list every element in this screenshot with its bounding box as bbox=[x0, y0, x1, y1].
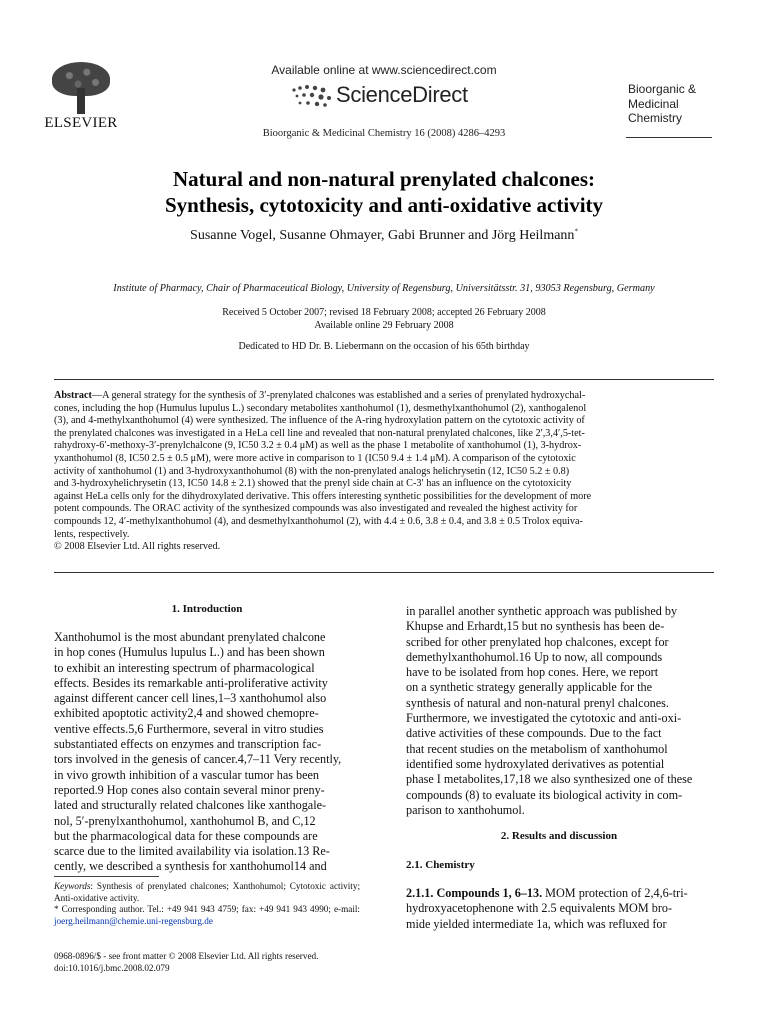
abstract-line: against HeLa cells only for the dihydroxylated derivative. This offers interesting synthetic possibilities for the development of more bbox=[54, 490, 592, 502]
sciencedirect-wordmark: ScienceDirect bbox=[336, 82, 468, 107]
corresponding-author: * Corresponding author. Tel.: +49 941 943 4759; fax: +49 941 943 4990; e-mail: joerg.heilmann@chemie.uni-regensburg.de bbox=[54, 904, 360, 926]
footnote-rule bbox=[54, 876, 159, 877]
authors bbox=[0, 228, 768, 244]
body-line: compounds (8) to evaluate its biological activity in com- bbox=[406, 787, 683, 802]
abstract-line: yxanthohumol (8, IC50 2.5 ± 0.5 μM), were more active in comparison to 1 (IC50 9.4 ± 1.4 μM). A comparison of the cytotoxic bbox=[54, 452, 576, 464]
body-line: effects. Besides its remarkable anti-proliferative activity bbox=[54, 675, 328, 690]
body-line: exhibited apoptotic activity2,4 and showed chemopre- bbox=[54, 706, 319, 721]
journal-divider bbox=[626, 137, 712, 138]
abstract-line: (3), and 4-methylxanthohumol (4) were synthesized. The influence of the A-ring hydroxylation pattern on the cytotoxic activity of bbox=[54, 415, 585, 427]
sciencedirect-dots-icon bbox=[290, 84, 332, 108]
abstract-label: Abstract bbox=[54, 390, 92, 401]
body-line: mide yielded intermediate 1a, which was refluxed for bbox=[406, 916, 667, 931]
keywords-label: Keywords bbox=[54, 881, 91, 891]
abstract-line: potent compounds. The ORAC activity of the synthesized compounds was also investigated and revealed the highest activity for bbox=[54, 503, 578, 515]
body-line: scribed for other prenylated hop chalcones, except for bbox=[406, 634, 669, 649]
article-title bbox=[0, 166, 768, 218]
abstract-line: cones, including the hop (Humulus lupulus L.) secondary metabolites xanthohumol (1), desmethylxanthohumol (2), xanthogalenol bbox=[54, 402, 587, 414]
journal-name-line: Medicinal bbox=[628, 96, 679, 111]
body-line: but the pharmacological data for these compounds are bbox=[54, 828, 318, 843]
sciencedirect-logo bbox=[290, 82, 480, 112]
body-line: parison to xanthohumol. bbox=[406, 802, 525, 817]
body-line: against different cancer cell lines,1–3 xanthohumol also bbox=[54, 691, 327, 706]
body-line: nol, 5′-prenylxanthohumol, xanthohumol B, and C,12 bbox=[54, 813, 316, 828]
body-line: have to be isolated from hop cones. Here, we report bbox=[406, 665, 659, 680]
journal-citation: Bioorganic & Medicinal Chemistry 16 (2008) 4286–4293 bbox=[262, 128, 506, 139]
author-list: Susanne Vogel, Susanne Ohmayer, Gabi Brunner and Jörg Heilmann bbox=[190, 228, 575, 243]
body-line: scarce due to the limited availability via isolation.13 Re- bbox=[54, 844, 330, 859]
body-line: Xanthohumol is the most abundant prenylated chalcone bbox=[54, 630, 326, 644]
issn-doi bbox=[54, 951, 394, 974]
keywords: Keywords: Synthesis of prenylated chalcones; Xanthohumol; Cytotoxic activity; Anti-oxidative activity. bbox=[54, 881, 360, 903]
issn-line: 0968-0896/$ - see front matter © 2008 Elsevier Ltd. All rights reserved. bbox=[54, 951, 319, 961]
body-line: that recent studies on the metabolism of xanthohumol bbox=[406, 741, 668, 756]
available-date: Available online 29 February 2008 bbox=[314, 320, 454, 331]
section-heading-introduction: 1. Introduction bbox=[171, 603, 243, 615]
body-line: in parallel another synthetic approach was published by bbox=[406, 604, 678, 618]
body-line: cently, we described a synthesis for xanthohumol14 and bbox=[54, 859, 327, 874]
compounds-paragraph bbox=[406, 886, 712, 932]
corresponding-mark: * bbox=[574, 227, 578, 236]
title-line: Synthesis, cytotoxicity and anti-oxidative activity bbox=[164, 193, 604, 217]
title-line: Natural and non-natural prenylated chalcones: bbox=[173, 167, 595, 191]
paragraph-label: 2.1.1. Compounds 1, 6–13. bbox=[406, 886, 543, 900]
body-line: reported.9 Hop cones also contain several minor preny- bbox=[54, 782, 325, 797]
dedication: Dedicated to HD Dr. B. Liebermann on the occasion of his 65th birthday bbox=[238, 341, 530, 352]
body-line: tors involved in the genesis of cancer.4,7–11 Very recently, bbox=[54, 752, 342, 767]
abstract-line: and 3-hydroxyhelichrysetin (13, IC50 14.8 ± 2.1) showed that the prenyl side chain at C-3′ has an influence on the cytotoxicity bbox=[54, 478, 572, 490]
footnotes bbox=[54, 881, 360, 927]
journal-name-line: Bioorganic & bbox=[628, 82, 697, 96]
journal-name-line: Chemistry bbox=[628, 111, 683, 125]
article-dates bbox=[0, 306, 768, 332]
abstract-top-rule bbox=[54, 379, 714, 380]
email-link[interactable]: joerg.heilmann@chemie.uni-regensburg.de bbox=[54, 915, 213, 926]
received-dates: Received 5 October 2007; revised 18 February 2008; accepted 26 February 2008 bbox=[222, 307, 546, 318]
abstract-copyright: © 2008 Elsevier Ltd. All rights reserved. bbox=[54, 541, 221, 553]
body-line: substantiated effects on enzymes and transcription fac- bbox=[54, 737, 322, 752]
available-online-text: Available online at www.sciencedirect.com bbox=[271, 63, 497, 77]
publisher-name: ELSEVIER bbox=[44, 115, 118, 131]
body-line: in vivo growth inhibition of a vascular tumor has been bbox=[54, 767, 320, 782]
abstract-line: rahydroxy-6′-methoxy-3′-prenylchalcone (9, IC50 3.2 ± 0.4 μM) as well as the phase 1 metabolite of xanthohumol (1), 3-hydrox- bbox=[54, 440, 582, 452]
affiliation: Institute of Pharmacy, Chair of Pharmaceutical Biology, University of Regensburg, Universitätsstr. 31, 93053 Regensburg, Germany bbox=[113, 283, 655, 294]
introduction-continued bbox=[406, 604, 712, 818]
abstract-line: compounds 12, 4′-methylxanthohumol (4), and desmethylxanthohumol (2), with 4.4 ± 0.6, 3.8 ± 0.4, and 3.8 ± 0.5 Trolox equiva- bbox=[54, 515, 583, 527]
body-line: to exhibit an interesting spectrum of pharmacological bbox=[54, 660, 315, 675]
body-line: Furthermore, we investigated the cytotoxic and anti-oxi- bbox=[406, 711, 682, 726]
body-line: dative activities of these compounds. Due to the fact bbox=[406, 726, 662, 741]
body-line: synthesis of natural and non-natural prenyl chalcones. bbox=[406, 695, 669, 710]
body-line: demethylxanthohumol.16 Up to now, all compounds bbox=[406, 649, 663, 664]
abstract-line: lents, respectively. bbox=[54, 528, 130, 540]
body-line: hydroxyacetophenone with 2.5 equivalents MOM bro- bbox=[406, 901, 673, 916]
body-line: in hop cones (Humulus lupulus L.) and has been shown bbox=[54, 645, 325, 660]
abstract bbox=[54, 390, 714, 554]
subsection-heading-chemistry: 2.1. Chemistry bbox=[406, 859, 475, 871]
abstract-line: the prenylated chalcones was investigated in a HeLa cell line and revealed that non-natural prenylated chalcones, like 2′,3,4′,5-tet- bbox=[54, 427, 585, 439]
abstract-bottom-rule bbox=[54, 572, 714, 573]
section-heading-results: 2. Results and discussion bbox=[500, 830, 618, 842]
body-line: on a synthetic strategy generally applicable for the bbox=[406, 680, 653, 695]
abstract-line: Abstract—A general strategy for the synthesis of 3′-prenylated chalcones was established and a series of prenylated hydroxychal- bbox=[54, 390, 586, 401]
body-line: 2.1.1. Compounds 1, 6–13. MOM protection of 2,4,6-tri- bbox=[406, 886, 688, 900]
body-line: Khupse and Erhardt,15 but no synthesis has been de- bbox=[406, 619, 665, 634]
body-line: lated and structurally related chalcones like xanthogale- bbox=[54, 798, 327, 813]
body-line: ventive effects.5,6 Furthermore, several in vitro studies bbox=[54, 721, 324, 736]
doi-line[interactable]: doi:10.1016/j.bmc.2008.02.079 bbox=[54, 962, 170, 973]
abstract-line: activity of xanthohumol (1) and 3-hydroxyxanthohumol (8) with the non-prenylated analogs helichrysetin (12, IC50 5.2 ± 0.8) bbox=[54, 465, 570, 477]
introduction-text bbox=[54, 630, 360, 875]
journal-name bbox=[628, 82, 696, 126]
body-line: identified some hydroxylated derivatives as potential bbox=[406, 756, 665, 771]
body-line: phase I metabolites,17,18 we also synthesized one of these bbox=[406, 772, 693, 787]
